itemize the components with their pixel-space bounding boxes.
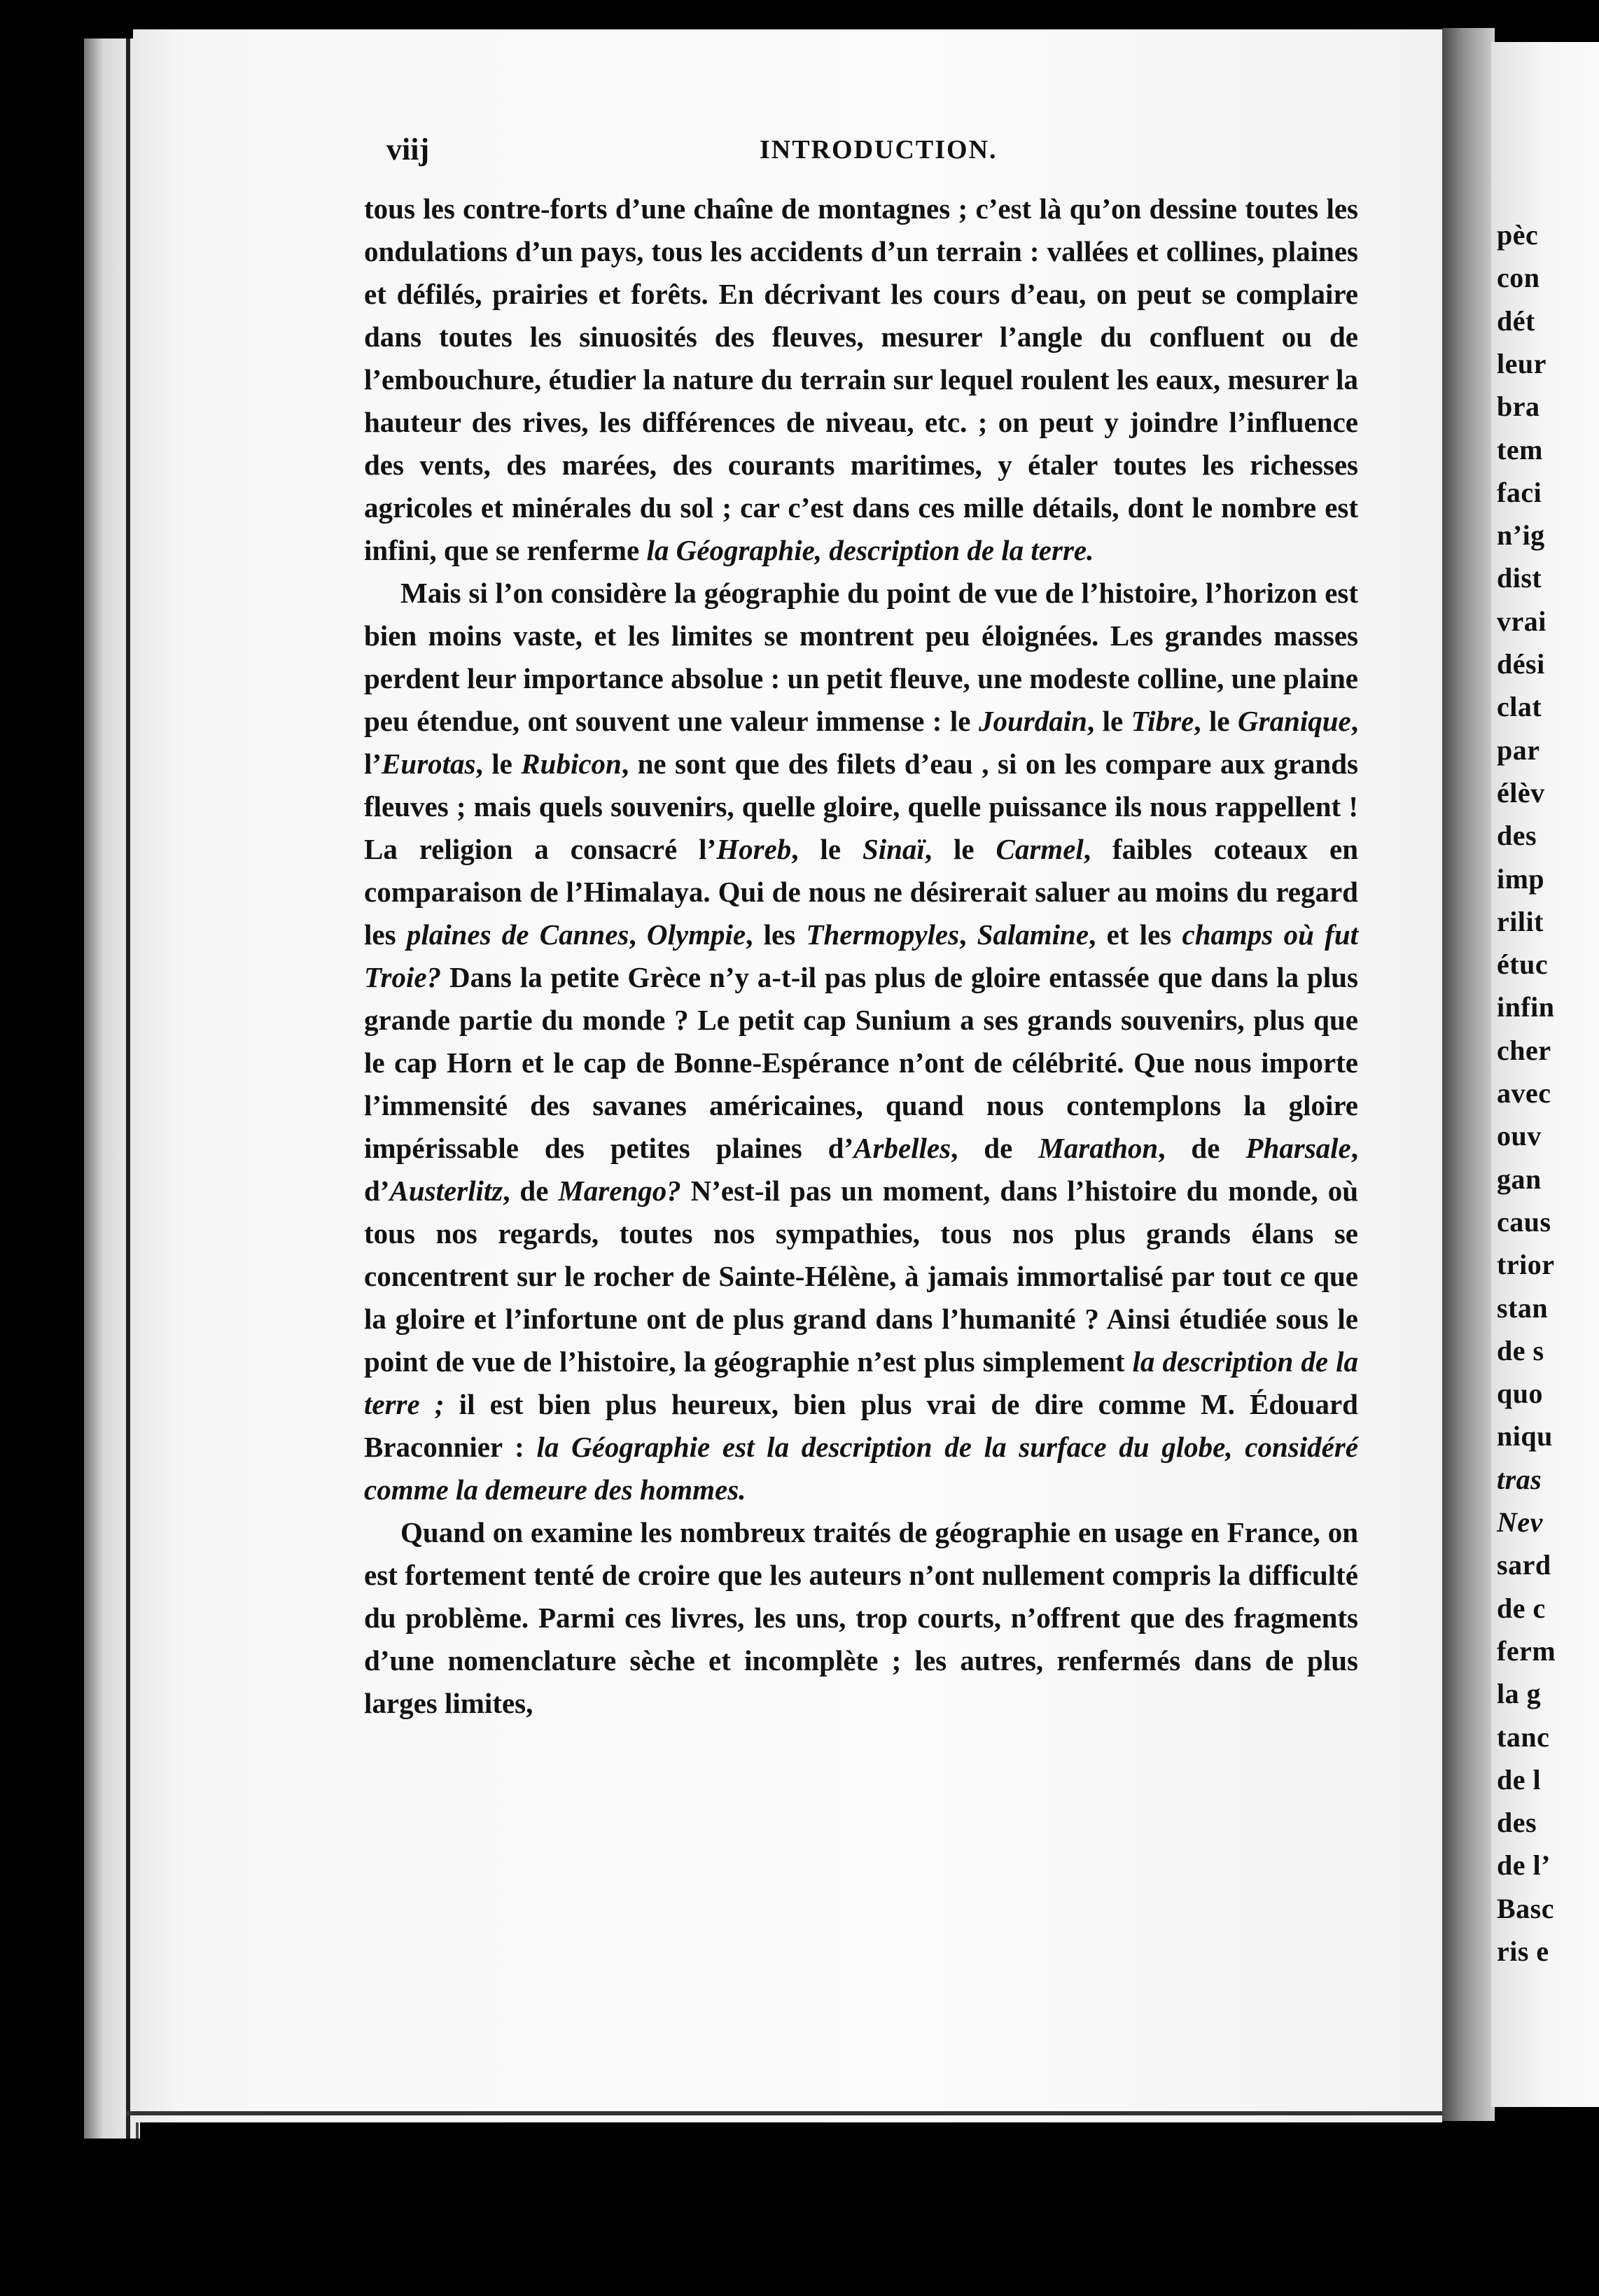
- text-run: , de: [951, 1132, 1039, 1164]
- text-run: , de: [503, 1175, 559, 1207]
- facing-page-line: Nev: [1497, 1506, 1543, 1538]
- text-run: il est bien plus heureux, bien plus vrai de dire comme M. Édouard Braconnier :: [364, 1388, 1358, 1463]
- italic-text: Arbelles: [853, 1132, 951, 1164]
- facing-page-line: ris e: [1497, 1935, 1549, 1967]
- text-run: , le: [475, 748, 522, 780]
- text-run: , ne sont que des filets d’eau , si on les compare aux grands fleuves ; mais quels souvenirs, quelle gloire, quelle puissance ils nous rappellent ! La religion a consacré l’: [364, 748, 1358, 865]
- italic-text: Thermopyles: [806, 918, 960, 951]
- facing-page-line: des: [1497, 1807, 1537, 1839]
- italic-text: Tibre: [1131, 705, 1194, 737]
- italic-text: Horeb: [716, 833, 792, 865]
- facing-page-line: ouv: [1497, 1120, 1542, 1152]
- facing-page-line: tem: [1497, 433, 1543, 465]
- facing-page-line: imp: [1497, 862, 1545, 895]
- facing-page-line: faci: [1497, 476, 1542, 508]
- text-run: tous les contre-forts d’une chaîne de montagnes ; c’est là qu’on dessine toutes les ondulations d’un pays, tous les accidents d’un terrain : vallées et collines, plaines et défilés, prairies et forêts. En décrivant les cours d’eau, on peut se complaire dans toutes les sinuosités des fleuves, mesurer l’angle du confluent ou de l’embouchure, étudier la nature du terrain sur lequel roulent les eaux, mesurer la hauteur des rives, les différences de niveau, etc. ; on peut y joindre l’influence des vents, des marées, des courants maritimes, y étaler toutes les richesses agricoles et minérales du sol ; car c’est dans ces mille détails, dont le nombre est infini, que se renferme: [364, 192, 1358, 566]
- facing-page-line: par: [1497, 734, 1540, 766]
- book-gutter: [1442, 28, 1495, 2121]
- facing-page-line: leur: [1497, 347, 1546, 379]
- text-run: , faibles coteaux en comparaison de l’Himalaya. Qui de nous ne désirerait saluer au moins du regard les: [364, 833, 1359, 951]
- facing-page-line: vrai: [1497, 605, 1546, 637]
- text-run: Quand on examine les nombreux traités de géographie en usage en France, on est fortement tenté de croire que les auteurs n’ont nullement compris la difficulté du problème. Parmi ces livres, les uns, trop courts, n’offrent que des fragments d’une nomenclature sèche et incomplète ; les autres, renfermés dans de plus larges limites,: [364, 1516, 1358, 1719]
- text-run: , le: [1194, 705, 1238, 737]
- page-bottom-rule: [126, 2111, 1442, 2115]
- facing-page-line: Basc: [1497, 1892, 1554, 1924]
- facing-page-line: trior: [1497, 1249, 1555, 1281]
- text-run: , l’: [364, 705, 1359, 780]
- facing-page-line: caus: [1497, 1205, 1551, 1238]
- facing-page-line: gan: [1497, 1163, 1542, 1195]
- text-run: , de: [1158, 1132, 1246, 1164]
- facing-page-line: stan: [1497, 1292, 1549, 1324]
- facing-page-fragment: [1491, 42, 1599, 2107]
- facing-page-line: des: [1497, 820, 1537, 852]
- italic-text: Salamine: [977, 918, 1089, 951]
- italic-text: Marengo?: [558, 1175, 681, 1207]
- italic-text: Eurotas: [382, 748, 476, 780]
- italic-text: la description de la terre ;: [364, 1345, 1359, 1420]
- italic-text: Rubicon: [521, 748, 622, 780]
- paragraph: [364, 188, 1358, 572]
- italic-text: Marathon: [1038, 1132, 1159, 1164]
- text-run: , et les: [1089, 918, 1182, 951]
- text-run: ,: [959, 918, 977, 951]
- left-page-edge: [84, 38, 140, 2138]
- facing-page-line: quo: [1497, 1378, 1543, 1410]
- italic-text: Carmel: [996, 833, 1084, 865]
- italic-text: Sinaï: [862, 833, 925, 865]
- italic-text: Pharsale: [1245, 1132, 1351, 1164]
- page-number: viij: [386, 132, 430, 167]
- text-run: N’est-il pas un moment, dans l’histoire du monde, où tous nos regards, toutes nos sympathies, tous nos plus grands élans se concentrent sur le rocher de Sainte-Hélène, à jamais immortalisé par tout ce que la gloire et l’infortune ont de plus grand dans l’humanité ? Ainsi étudiée sous le point de vue de l’histoire, la géographie n’est plus simplement: [364, 1175, 1358, 1378]
- facing-page-line: de l’: [1497, 1849, 1551, 1882]
- facing-page-line: pèc: [1497, 219, 1539, 251]
- paragraph: [364, 1511, 1358, 1725]
- italic-text: plaines de Cannes: [406, 918, 629, 951]
- running-head: INTRODUCTION.: [760, 135, 998, 164]
- italic-text: la Géographie est la description de la surface du globe, considéré comme la demeure des hommes.: [364, 1431, 1359, 1506]
- facing-page-line: tanc: [1497, 1721, 1550, 1753]
- text-run: , le: [791, 833, 863, 865]
- italic-text: la Géographie, description de la terre.: [646, 534, 1094, 566]
- facing-page-line: dét: [1497, 304, 1535, 337]
- text-run: , le: [924, 833, 996, 865]
- facing-page-line: élèv: [1497, 776, 1545, 808]
- text-run: , d’: [364, 1132, 1359, 1207]
- facing-page-line: niqu: [1497, 1420, 1553, 1452]
- facing-page-line: bra: [1497, 391, 1540, 423]
- italic-text: Olympie: [646, 918, 746, 951]
- scan-border-rule: [126, 38, 130, 2138]
- italic-text: Jourdain: [978, 705, 1087, 737]
- italic-text: Granique: [1238, 705, 1351, 737]
- facing-page-line: clat: [1497, 691, 1542, 723]
- text-run: Dans la petite Grèce n’y a-t-il pas plus de gloire entassée que dans la plus grande partie du monde ? Le petit cap Sunium a ses grands souvenirs, plus que le cap Horn et le cap de Bonne-Espérance n’ont de célébrité. Que nous importe l’immensité des savanes américaines, quand nous contemplons la gloire impérissable des petites plaines d’: [364, 961, 1358, 1164]
- text-run: , le: [1087, 705, 1131, 737]
- facing-page-line: n’ig: [1497, 519, 1545, 552]
- text-run: ,: [629, 918, 647, 951]
- facing-page-line: cher: [1497, 1034, 1551, 1066]
- facing-page-line: de c: [1497, 1592, 1546, 1624]
- italic-text: Austerlitz: [389, 1175, 503, 1207]
- facing-page-line: infin: [1497, 991, 1555, 1023]
- facing-page-line: la g: [1497, 1678, 1542, 1710]
- text-run: Mais si l’on considère la géographie du point de vue de l’histoire, l’horizon est bien moins vaste, et les limites se montrent peu éloignées. Les grandes masses perdent leur importance absolue : un petit fleuve, une modeste colline, une plaine peu étendue, ont souvent une valeur immense : le: [364, 577, 1358, 737]
- facing-page-line: étuc: [1497, 948, 1549, 981]
- text-run: , les: [746, 918, 807, 951]
- italic-text: champs où fut Troie?: [364, 918, 1359, 993]
- facing-page-line: de l: [1497, 1763, 1542, 1795]
- facing-page-line: de s: [1497, 1334, 1544, 1366]
- facing-page-line: rilit: [1497, 905, 1544, 937]
- paragraph: [364, 572, 1358, 1511]
- facing-page-line: dist: [1497, 562, 1542, 594]
- facing-page-line: ferm: [1497, 1634, 1556, 1667]
- facing-page-line: con: [1497, 262, 1540, 294]
- facing-page-line: tras: [1497, 1463, 1542, 1495]
- facing-page-line: avec: [1497, 1077, 1551, 1109]
- facing-page-line: sard: [1497, 1549, 1551, 1581]
- body-text: [364, 188, 1358, 1725]
- facing-page-line: dési: [1497, 648, 1545, 680]
